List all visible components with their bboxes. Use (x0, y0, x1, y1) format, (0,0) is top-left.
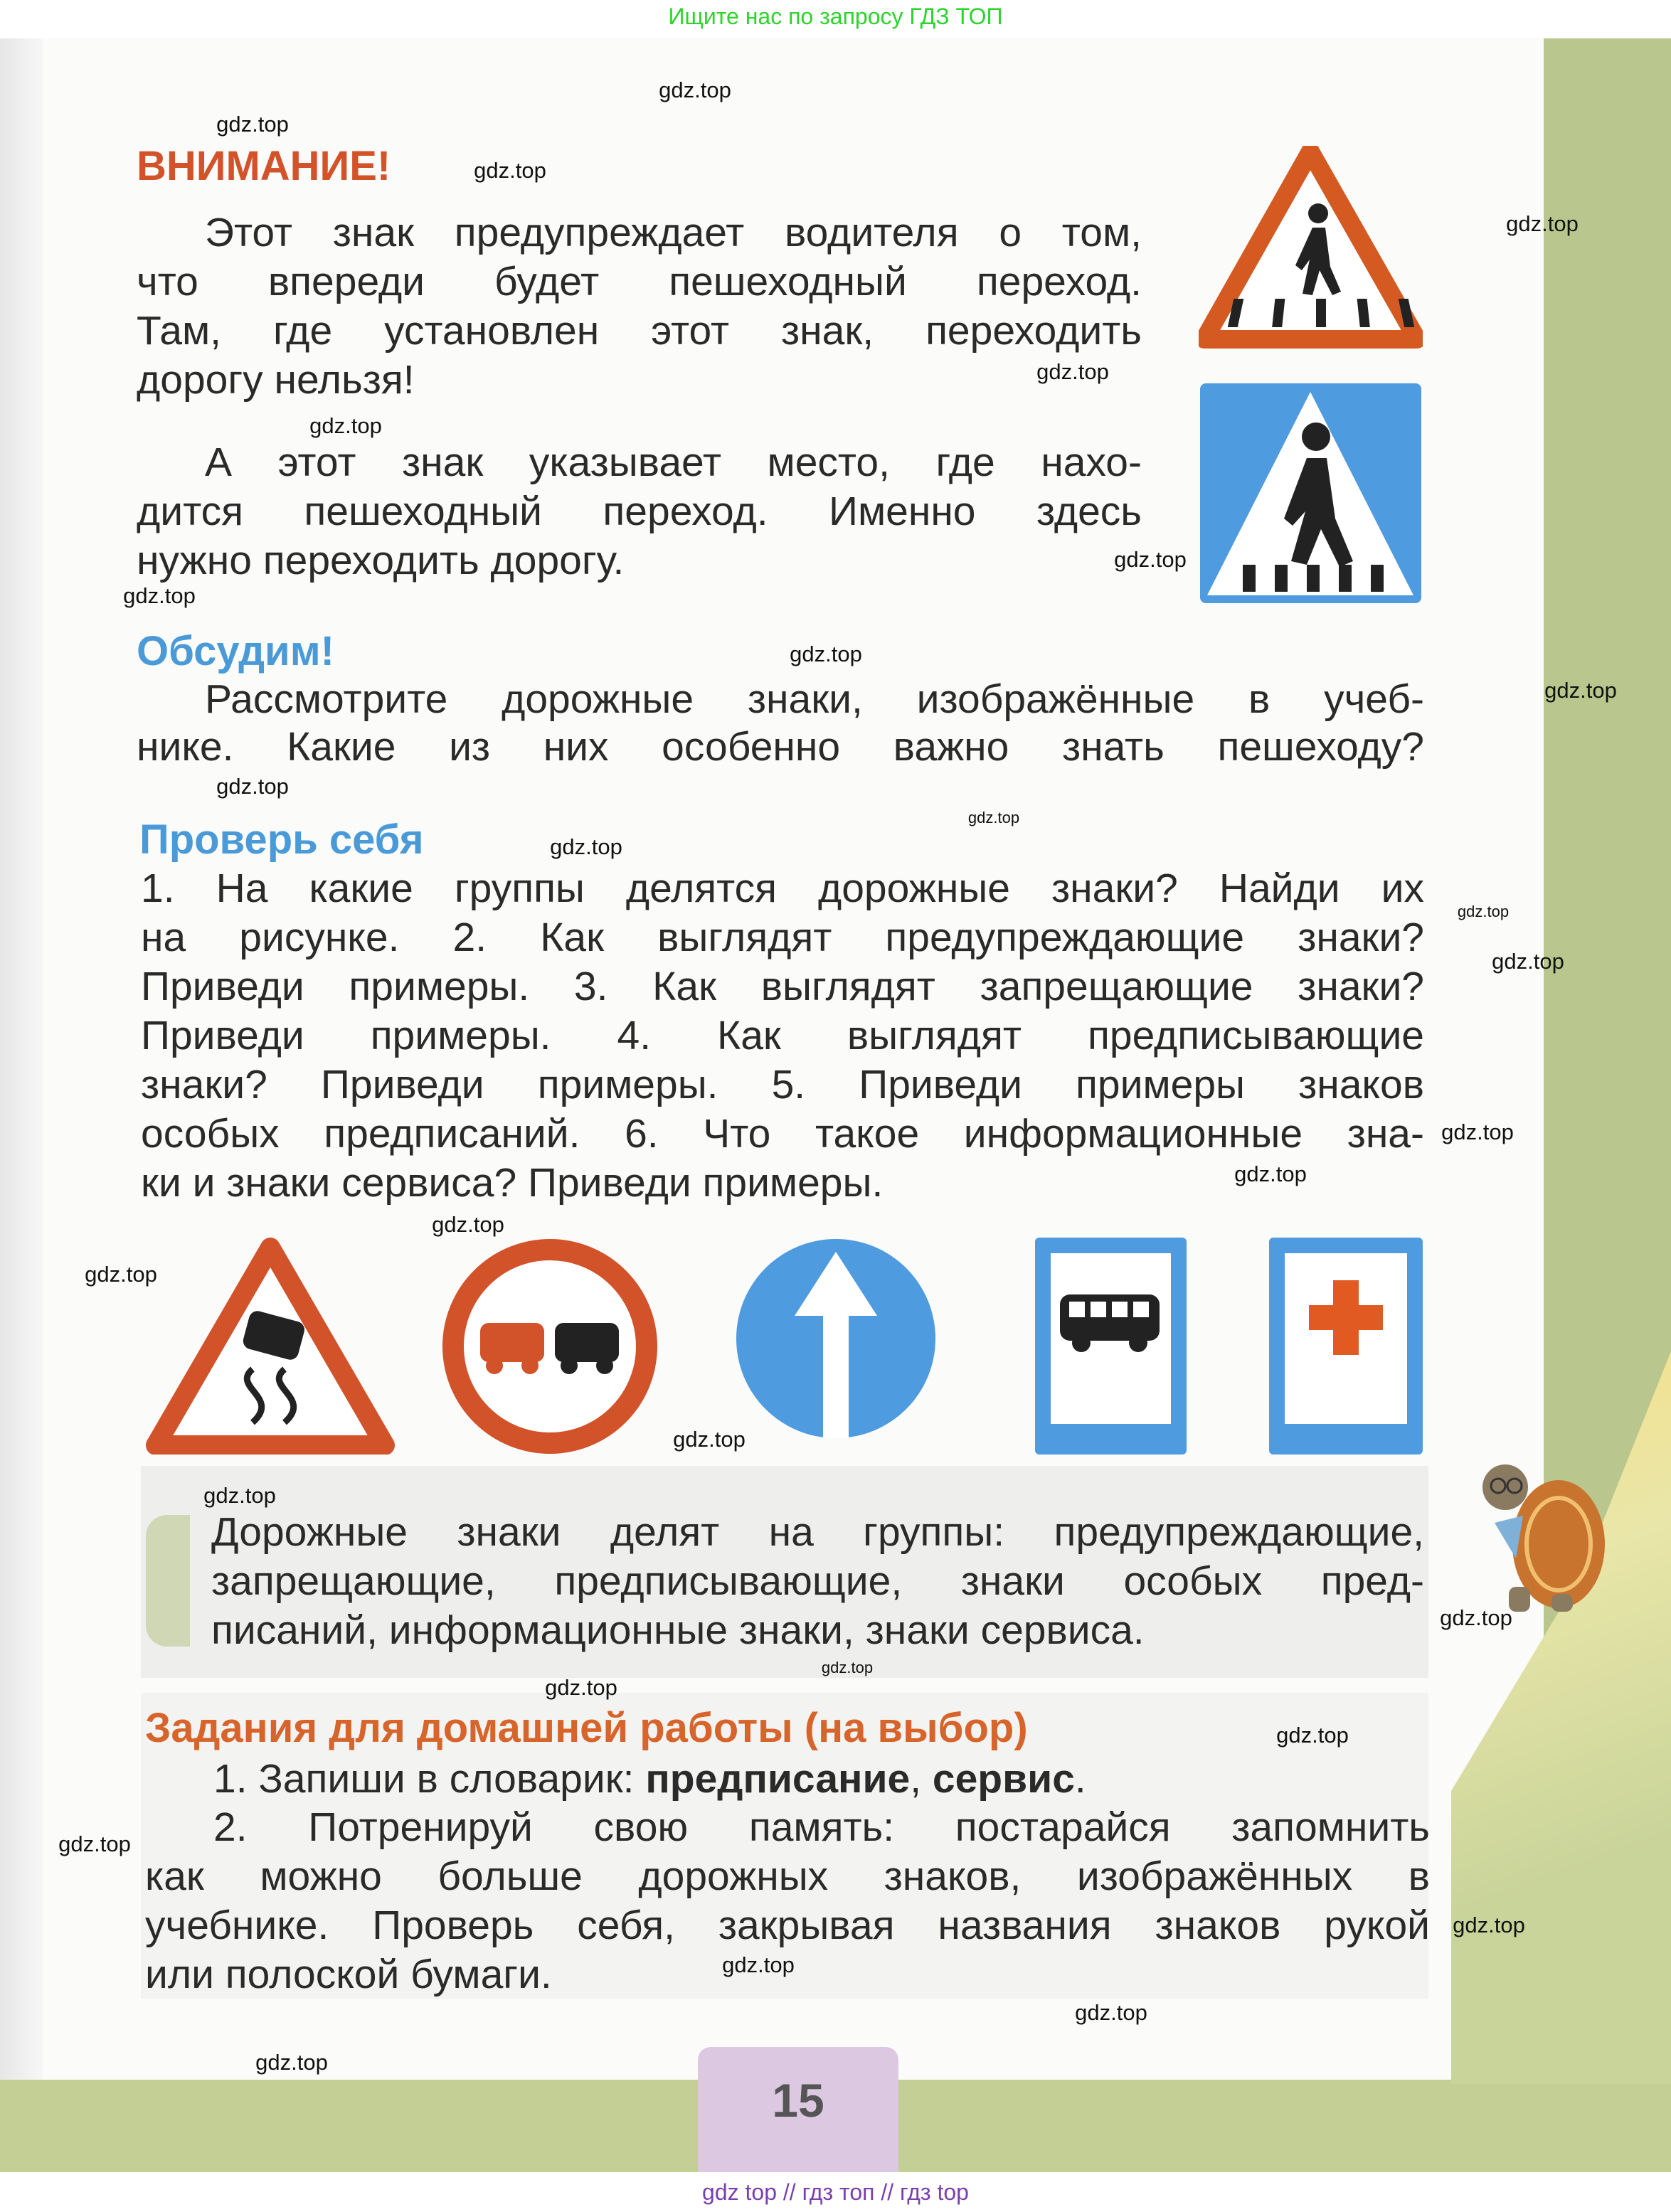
rule-box-marker (146, 1515, 190, 1647)
first-aid-sign (1269, 1238, 1423, 1455)
watermark-text: gdz.top (659, 78, 731, 102)
straight-only-sign (735, 1238, 937, 1440)
watermark-text: gdz.top (1440, 1605, 1512, 1630)
vocab-word: сервис (932, 1756, 1075, 1802)
slippery-road-sign (146, 1238, 395, 1455)
separator: , (910, 1756, 933, 1802)
text-line: Дорожные знаки делят на группы: предупреждающие, (211, 1509, 1424, 1555)
watermark-text: gdz.top (216, 774, 289, 799)
watermark-text: gdz.top (309, 413, 382, 438)
homework-item-1 (213, 1755, 1086, 1804)
watermark-text: gdz.top (58, 1831, 131, 1856)
vocab-word: предписание (645, 1756, 911, 1802)
text-line: Рассмотрите дорожные знаки, изображённые в учеб- (205, 676, 1424, 722)
watermark-text: gdz.top (123, 583, 196, 608)
text-line: знаки? Приведи примеры. 5. Приведи примеры знаков (141, 1062, 1424, 1107)
text-line: писаний, информационные знаки, знаки сервиса. (211, 1607, 1145, 1653)
pedestrian-crossing-warning-sign (1199, 146, 1423, 349)
text-line: учебнике. Проверь себя, закрывая названия знаков рукой (145, 1903, 1430, 1948)
watermark-text: gdz.top (722, 1952, 795, 1977)
page-number: 15 (698, 2047, 898, 2172)
text-line: нике. Какие из них особенно важно знать пешеходу? (137, 724, 1424, 770)
text-line: дится пешеходный переход. Именно здесь (137, 489, 1142, 534)
text-line: Приведи примеры. 4. Как выглядят предписывающие (141, 1013, 1424, 1058)
text-line: Приведи примеры. 3. Как выглядят запрещающие знаки? (141, 964, 1424, 1009)
text-line: особых предписаний. 6. Что такое информационные зна- (141, 1111, 1424, 1156)
text-line: или полоской бумаги. (145, 1952, 552, 1997)
discuss-heading: Обсудим! (137, 628, 334, 674)
text-line: на рисунке. 2. Как выглядят предупреждающие знаки? (141, 915, 1424, 960)
watermark-text: gdz.top (673, 1427, 746, 1452)
pedestrian-crossing-sign (1200, 383, 1421, 603)
watermark-text: gdz.top (821, 1659, 874, 1676)
watermark-text: gdz.top (1492, 949, 1564, 974)
watermark-text: gdz.top (1544, 678, 1617, 703)
watermark-text: gdz.top (1036, 359, 1109, 384)
watermark-text: gdz.top (1276, 1723, 1349, 1748)
text-line: дорогу нельзя! (137, 357, 415, 403)
watermark-text: gdz.top (1234, 1161, 1307, 1186)
watermark-text: gdz.top (1441, 1120, 1514, 1144)
no-overtaking-sign (441, 1238, 659, 1455)
top-banner[interactable]: Ищите нас по запросу ГДЗ ТОП (0, 0, 1671, 38)
text-line: ки и знаки сервиса? Приведи примеры. (141, 1160, 884, 1206)
text-line: нужно переходить дорогу. (137, 538, 625, 583)
turtle-mascot-illustration (1466, 1459, 1616, 1615)
watermark-text: gdz.top (216, 112, 289, 137)
text-line: что впереди будет пешеходный переход. (137, 259, 1142, 304)
text-line: 1. На какие группы делятся дорожные знаки? Найди их (141, 866, 1424, 911)
period: . (1074, 1756, 1086, 1802)
watermark-text: gdz.top (550, 834, 622, 859)
watermark-text: gdz.top (203, 1483, 276, 1508)
watermark-text: gdz.top (432, 1212, 504, 1237)
page-gutter (0, 38, 43, 2080)
text-line: как можно больше дорожных знаков, изображённых в (145, 1854, 1430, 1899)
attention-heading: ВНИМАНИЕ! (137, 143, 391, 189)
watermark-text: gdz.top (790, 642, 862, 666)
check-heading: Проверь себя (139, 817, 424, 863)
watermark-text: gdz.top (1457, 903, 1510, 920)
text-line: А этот знак указывает место, где нахо- (205, 440, 1142, 485)
homework-item-1-prefix: 1. Запиши в словарик: (213, 1756, 646, 1802)
bus-stop-sign (1035, 1238, 1187, 1455)
watermark-text: gdz.top (255, 2050, 328, 2075)
text-line: 2. Потренируй свою память: постарайся запомнить (213, 1804, 1430, 1850)
footer-links[interactable]: gdz top // гдз топ // гдз top (0, 2172, 1671, 2210)
watermark-text: gdz.top (967, 809, 1020, 826)
homework-heading: Задания для домашней работы (на выбор) (145, 1705, 1028, 1751)
watermark-text: gdz.top (1114, 547, 1187, 572)
watermark-text: gdz.top (1075, 2000, 1147, 2025)
watermark-text: gdz.top (1506, 211, 1579, 236)
text-line: запрещающие, предписывающие, знаки особых пред- (211, 1558, 1424, 1604)
text-line: Там, где установлен этот знак, переходить (137, 308, 1142, 353)
text-line: Этот знак предупреждает водителя о том, (205, 210, 1142, 255)
watermark-text: gdz.top (545, 1675, 617, 1700)
watermark-text: gdz.top (474, 158, 546, 183)
watermark-text: gdz.top (85, 1262, 157, 1287)
watermark-text: gdz.top (1453, 1913, 1525, 1937)
